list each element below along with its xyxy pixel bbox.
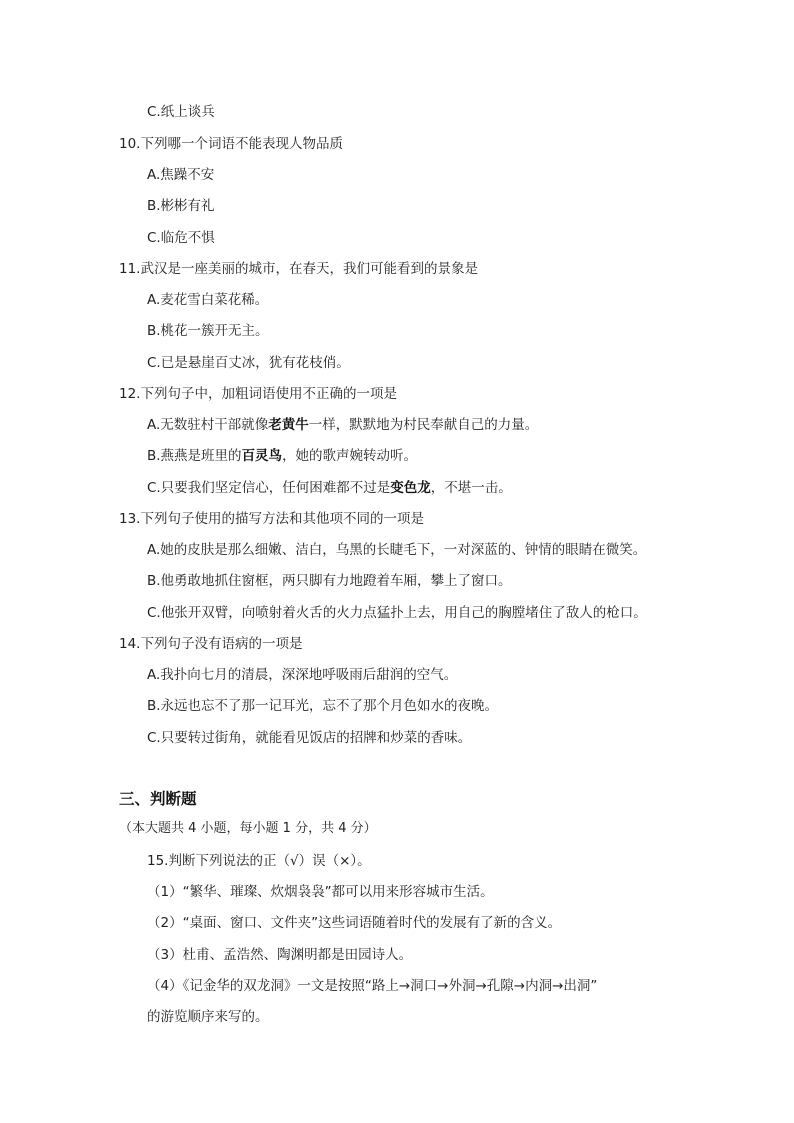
q10-option-a: A.焦躁不安 (147, 167, 215, 183)
q15-item-4-continued: 的游览顺序来写的。 (147, 1009, 269, 1025)
q12-option-a (147, 416, 538, 434)
q11-stem: 11.武汉是一座美丽的城市，在春天，我们可能看到的景象是 (119, 261, 478, 277)
q12-option-c-bold-word: 变色龙 (390, 480, 431, 496)
q15-item-3: （3）杜甫、孟浩然、陶渊明都是田园诗人。 (147, 947, 413, 963)
q12-option-c-text-2: ，不堪一击。 (430, 480, 512, 496)
q13-stem: 13.下列句子使用的描写方法和其他项不同的一项是 (119, 511, 424, 527)
q10-stem: 10.下列哪一个词语不能表现人物品质 (119, 136, 343, 152)
q13-option-a: A.她的皮肤是那么细嫩、洁白，乌黑的长睫毛下，一对深蓝的、钟情的眼睛在微笑。 (147, 542, 647, 558)
q10-option-b: B.彬彬有礼 (147, 198, 215, 214)
q12-option-b-text-1: B.燕燕是班里的 (147, 448, 242, 464)
q15-item-1: （1）“繁华、璀璨、炊烟袅袅”都可以用来形容城市生活。 (147, 884, 494, 900)
q13-option-b: B.他勇敢地抓住窗框，两只脚有力地蹬着车厢，攀上了窗口。 (147, 573, 512, 589)
q12-option-c-text-1: C.只要我们坚定信心，任何困难都不过是 (147, 480, 391, 496)
q15-item-2: （2）“桌面、窗口、文件夹”这些词语随着时代的发展有了新的含义。 (147, 915, 562, 931)
q12-stem: 12.下列句子中，加粗词语使用不正确的一项是 (119, 386, 397, 402)
q13-option-c: C.他张开双臂，向喷射着火舌的火力点猛扑上去，用自己的胸膛堵住了敌人的枪口。 (147, 605, 647, 621)
q12-option-c (147, 479, 512, 497)
q12-option-b-bold-word: 百灵鸟 (241, 448, 283, 464)
q12-option-a-bold-word: 老黄牛 (268, 417, 309, 433)
section-note: （本大题共 4 小题，每小题 1 分，共 4 分） (119, 821, 377, 836)
q9-option-c: C.纸上谈兵 (147, 104, 215, 120)
q15-item-4: （4）《记金华的双龙洞》一文是按照“路上→洞口→外洞→孔隙→内洞→出洞” (147, 978, 598, 994)
q14-option-b: B.永远也忘不了那一记耳光，忘不了那个月色如水的夜晚。 (147, 698, 499, 714)
q11-option-b: B.桃花一簇开无主。 (147, 323, 269, 339)
q14-stem: 14.下列句子没有语病的一项是 (119, 636, 303, 652)
q15-stem: 15.判断下列说法的正（√）误（×）。 (147, 853, 371, 869)
q12-option-a-text-2: 一样，默默地为村民奉献自己的力量。 (308, 417, 539, 433)
section-heading: 三、判断题 (119, 790, 197, 808)
q11-option-a: A.麦花雪白菜花稀。 (147, 292, 269, 308)
q10-option-c: C.临危不惧 (147, 230, 215, 246)
q12-option-a-text-1: A.无数驻村干部就像 (147, 417, 269, 433)
q14-option-c: C.只要转过街角，就能看见饭店的招牌和炒菜的香味。 (147, 730, 472, 746)
q12-option-b (147, 447, 417, 465)
q14-option-a: A.我扑向七月的清晨，深深地呼吸雨后甜润的空气。 (147, 667, 458, 683)
q12-option-b-text-2: ，她的歌声婉转动听。 (282, 448, 418, 464)
q11-option-c: C.已是悬崖百丈冰，犹有花枝俏。 (147, 355, 350, 371)
